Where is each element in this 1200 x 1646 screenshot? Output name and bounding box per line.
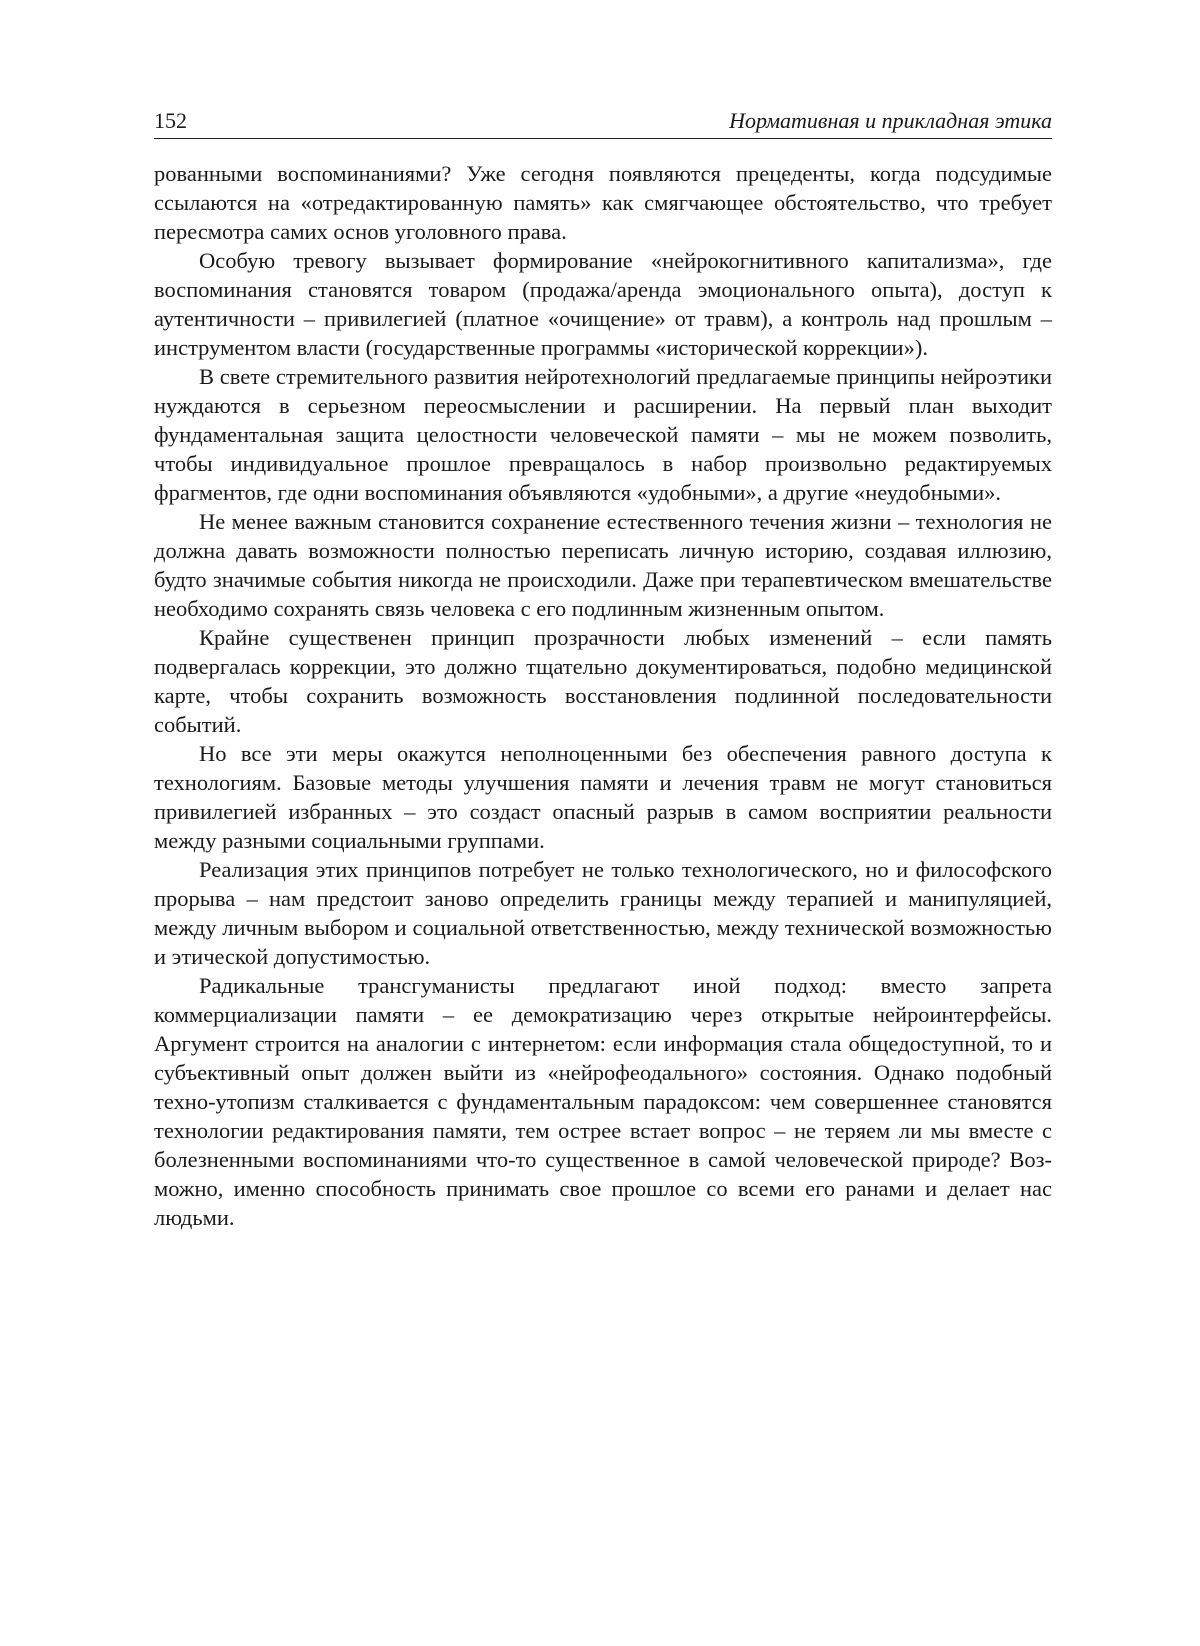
paragraph: Радикальные трансгуманисты предлагают иной подход: вместо запрета коммерциализации памяти – ее демократизацию через открытые нейроинтерфейсы. Аргумент строится на аналогии с интернетом: если информация стала общедоступной, то и субъективный опыт должен выйти из «нейрофеодального» состояния. Однако подобный техно-утопизм сталкивается с фундаментальным парадоксом: чем совершеннее становятся технологии редактирования памяти, тем острее встает вопрос – не теряем ли мы вместе с болезненными воспоминаниями что-то существенное в самой человеческой природе? Возможно, именно способность принимать свое прошлое со всеми его ранами и делает нас людьми. <box>154 973 1052 1230</box>
paragraph-continuation: рованными воспоминаниями? Уже сегодня появляются прецеденты, когда подсудимые ссылаются на «отредактированную память» как смягчающее обстоятельство, что требует пересмотра самих основ уголовного права. <box>154 161 1052 244</box>
running-header <box>154 104 1052 139</box>
paragraph: Особую тревогу вызывает формирование «нейрокогнитивного капитализма», где воспоминания становятся товаром (продажа/аренда эмоционального опыта), доступ к аутентичности – привилегией (платное «очищение» от травм), а контроль над прошлым – инструментом власти (государственные программы «исторической коррекции»). <box>154 248 1052 360</box>
paragraph: Не менее важным становится сохранение естественного течения жизни – технология не должна давать возможности полностью переписать личную историю, создавая иллюзию, будто значимые события никогда не происходили. Даже при терапевтическом вмешательстве необходимо сохранять связь человека с его подлинным жизненным опытом. <box>154 509 1052 621</box>
paragraph: В свете стремительного развития нейротехнологий предлагаемые принципы нейроэтики нуждаются в серьезном переосмыслении и расширении. На первый план выходит фундаментальная защита целостности человеческой памяти – мы не можем позволить, чтобы индивидуальное прошлое превращалось в набор произвольно редактируемых фрагментов, где одни воспоминания объявляются «удобными», а другие «неудобными». <box>154 364 1052 505</box>
page-number: 152 <box>154 108 187 133</box>
section-title: Нормативная и прикладная этика <box>729 108 1052 133</box>
body-text <box>154 159 1052 1232</box>
paragraph: Но все эти меры окажутся неполноценными без обеспечения равного доступа к технологиям. Базовые методы улучшения памяти и лечения травм не могут становиться привилегией избранных – это создаст опасный разрыв в самом восприятии реальности между разными социальными группами. <box>154 741 1052 853</box>
paragraph: Крайне существенен принцип прозрачности любых изменений – если память подвергалась коррекции, это должно тщательно документироваться, подобно медицинской карте, чтобы сохранить возможность восстановления подлинной последовательности событий. <box>154 625 1052 737</box>
paragraph: Реализация этих принципов потребует не только технологического, но и философского прорыва – нам предстоит заново определить границы между терапией и манипуляцией, между личным выбором и социальной ответственностью, между технической возможностью и этической допустимостью. <box>154 857 1052 969</box>
